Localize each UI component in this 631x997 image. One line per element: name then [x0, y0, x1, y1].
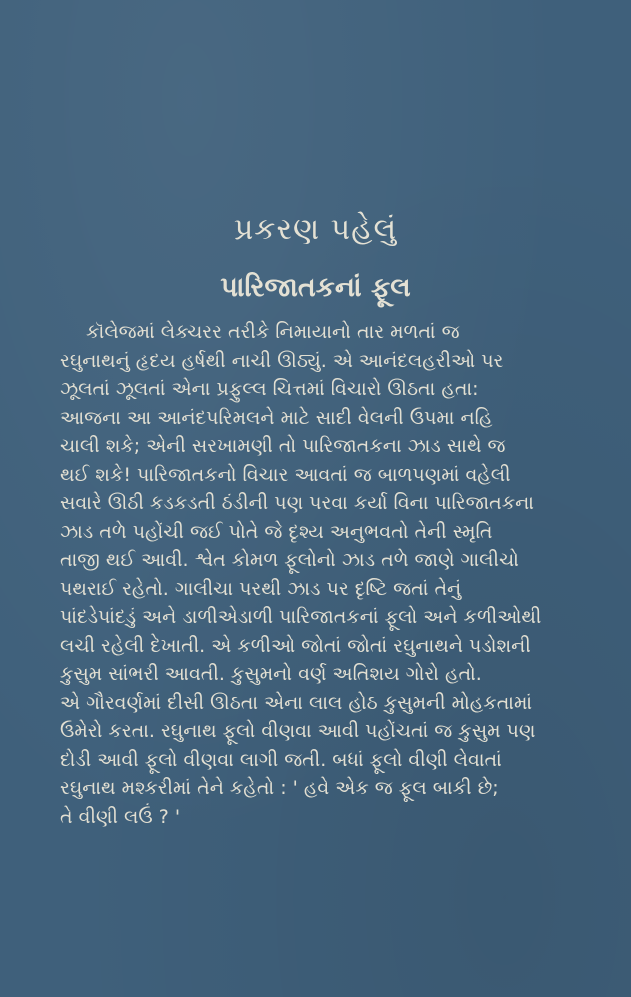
- text-line: એ ગૌરવર્ણમાં દીસી ઊઠતા એના લાલ હોઠ કુસુમની મોહકતામાં: [60, 691, 533, 714]
- chapter-title: પારિજાતકનાં ફૂલ: [220, 272, 411, 303]
- body-text: [60, 318, 600, 831]
- text-line: પાંદડેપાંદડું અને ડાળીએડાળી પારિજાતકનાં ફૂલો અને કળીઓથી: [60, 606, 542, 628]
- text-line: પથરાઈ રહેતો. ગાલીચા પરથી ઝાડ પર દૃષ્ટિ જતાં તેનું: [60, 577, 462, 600]
- text-line: રઘુનાથ મશ્કરીમાં તેને કહેતો : ' હવે એક જ ફૂલ બાકી છે;: [60, 777, 499, 799]
- text-line: દોડી આવી ફૂલો વીણવા લાગી જતી. બધાં ફૂલો વીણી લેવાતાં: [60, 748, 502, 771]
- text-line: તે વીણી લઉં ? ': [60, 805, 181, 828]
- text-line: ઉમેરો કરતા. રઘુનાથ ફૂલો વીણવા આવી પહોંચતાં જ કુસુમ પણ: [60, 720, 536, 742]
- text-line: આજના આ આનંદપરિમલને માટે સાદી વેલની ઉપમા નહિ: [60, 406, 493, 429]
- text-line: રઘુનાથનું હૃદય હર્ષથી નાચી ઊઠ્યું. એ આનંદલહરીઓ પર: [60, 349, 504, 372]
- text-line: ઝૂલતાં ઝૂલતાં એના પ્રફુલ્લ ચિત્તમાં વિચારો ઊઠતા હતા:: [60, 378, 479, 400]
- text-line: સવારે ઊઠી કડકડતી ઠંડીની પણ પરવા કર્યા વિના પારિજાતકના: [60, 492, 534, 514]
- text-line: લચી રહેલી દેખાતી. એ કળીઓ જોતાં જોતાં રઘુનાથને પડોશની: [60, 634, 531, 657]
- text-line: કુસુમ સાંભરી આવતી. કુસુમનો વર્ણ અતિશય ગોરો હતો.: [60, 663, 482, 685]
- text-line: થઈ શકે! પારિજાતકનો વિચાર આવતાં જ બાળપણમાં વહેલી: [60, 463, 511, 486]
- text-line: તાજી થઈ આવી. શ્વેત કોમળ ફૂલોનો ઝાડ તળે જાણે ગાલીચો: [60, 549, 519, 571]
- text-line: ઝાડ તળે પહોંચી જઈ પોતે જે દૃશ્ય અનુભવતો તેની સ્મૃતિ: [60, 520, 493, 543]
- text-line: કૉલેજમાં લેક્ચરર તરીકે નિમાયાનો તાર મળતાં જ: [86, 321, 460, 343]
- text-line: ચાલી શકે; એની સરખામણી તો પારિજાતકના ઝાડ સાથે જ: [60, 435, 506, 457]
- chapter-number: પ્રકરણ પહેલું: [233, 212, 398, 247]
